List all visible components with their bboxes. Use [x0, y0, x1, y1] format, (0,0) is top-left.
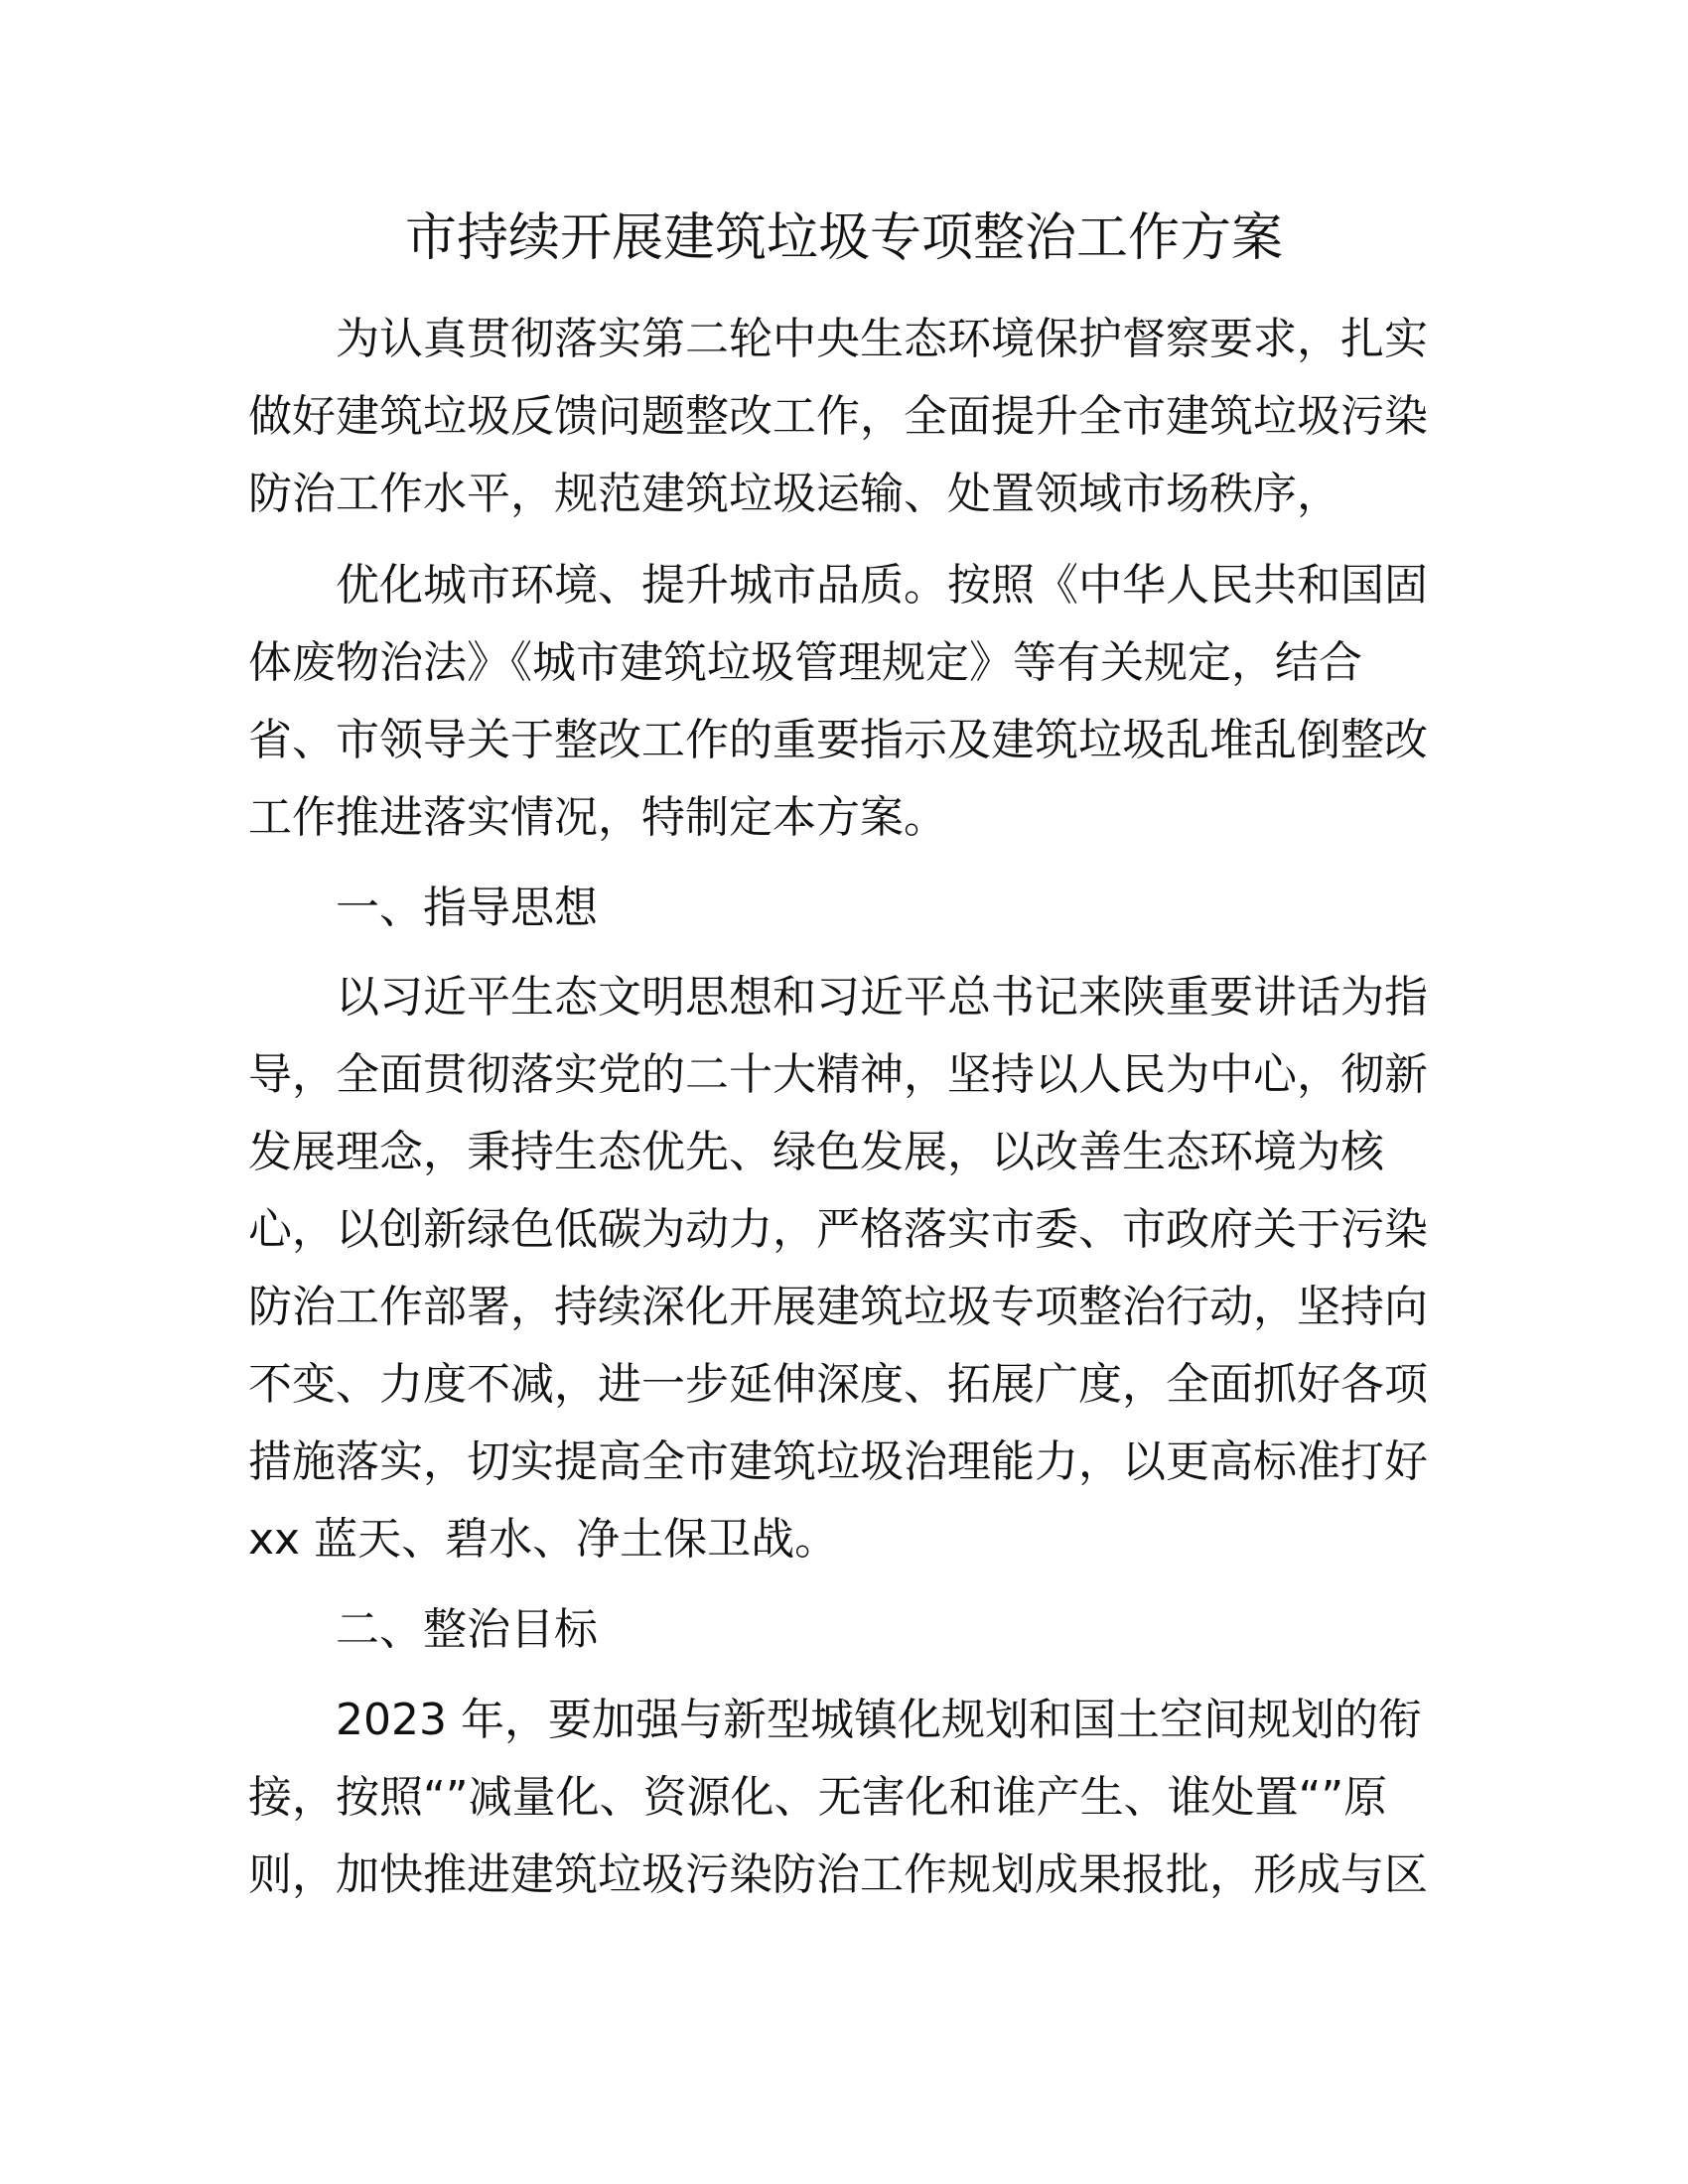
paragraph-line: 导，全面贯彻落实党的二十大精神，坚持以人民为中心，彻新: [248, 1049, 1428, 1100]
paragraph-line: 优化城市环境、提升城市品质。按照《中华人民共和国固: [336, 560, 1428, 611]
paragraph-line: 接，按照“”减量化、资源化、无害化和谁产生、谁处置“”原: [248, 1772, 1388, 1823]
section-heading: 一、指导思想: [336, 883, 598, 933]
document-title: 市持续开展建筑垃圾专项整治工作方案: [404, 208, 1283, 268]
paragraph-line: 体废物治法》《城市建筑垃圾管理规定》等有关规定，结合: [248, 637, 1362, 688]
paragraph-line: 工作推进落实情况，特制定本方案。: [248, 792, 947, 843]
paragraph-line: 心，以创新绿色低碳为动力，严格落实市委、市政府关于污染: [248, 1204, 1428, 1255]
paragraph-line: 2023 年，要加强与新型城镇化规划和国土空间规划的衔: [336, 1695, 1422, 1745]
paragraph-line: 发展理念，秉持生态优先、绿色发展，以改善生态环境为核: [248, 1127, 1384, 1177]
paragraph-line: 防治工作部署，持续深化开展建筑垃圾专项整治行动，坚持向: [248, 1282, 1428, 1332]
paragraph-line: 措施落实，切实提高全市建筑垃圾治理能力，以更高标准打好: [248, 1436, 1428, 1487]
paragraph-line: 做好建筑垃圾反馈问题整改工作，全面提升全市建筑垃圾污染: [248, 391, 1428, 442]
paragraph-line: 防治工作水平，规范建筑垃圾运输、处置领域市场秩序，: [248, 469, 1340, 519]
paragraph-line: 以习近平生态文明思想和习近平总书记来陕重要讲话为指: [336, 972, 1428, 1023]
paragraph-line: 省、市领导关于整改工作的重要指示及建筑垃圾乱堆乱倒整改: [248, 715, 1428, 765]
paragraph-line: 为认真贯彻落实第二轮中央生态环境保护督察要求，扎实: [336, 314, 1428, 364]
section-heading: 二、整治目标: [336, 1604, 598, 1655]
paragraph-line: 不变、力度不减，进一步延伸深度、拓展广度，全面抓好各项: [248, 1359, 1428, 1410]
paragraph-line: xx 蓝天、碧水、净土保卫战。: [248, 1514, 839, 1565]
paragraph-line: 则，加快推进建筑垃圾污染防治工作规划成果报批，形成与区: [248, 1849, 1428, 1900]
